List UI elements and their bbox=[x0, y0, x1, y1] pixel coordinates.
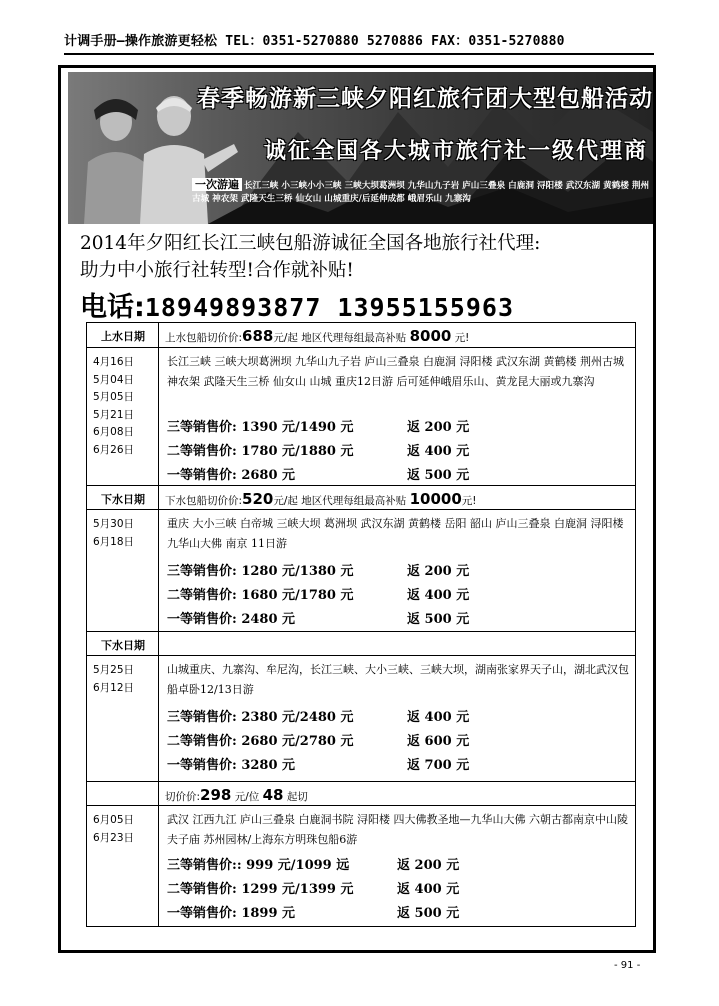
price-row bbox=[167, 608, 470, 627]
date-item: 5月30日 bbox=[93, 518, 135, 530]
banner bbox=[68, 72, 653, 224]
price-row bbox=[167, 754, 470, 773]
header-rule bbox=[64, 53, 654, 55]
banner-subtitle: 诚征全国各大城市旅行社一级代理商 bbox=[263, 139, 648, 164]
price-rebate: 返 200 元 bbox=[397, 858, 460, 873]
section-label: 上水日期 bbox=[101, 330, 145, 343]
price-label: 二等销售价: bbox=[167, 588, 237, 603]
table-row bbox=[87, 485, 635, 509]
price-label: 一等销售价: bbox=[167, 758, 237, 773]
price-value: 2380 元/2480 元 bbox=[241, 710, 354, 725]
price-row bbox=[167, 584, 470, 603]
price-label: 一等销售价: bbox=[167, 612, 237, 627]
table-row bbox=[87, 347, 635, 485]
date-item: 6月23日 bbox=[93, 831, 135, 844]
info-subsidy: 10000 bbox=[409, 490, 462, 508]
price-rebate: 返 200 元 bbox=[407, 564, 470, 579]
price-value: 1899 元 bbox=[241, 906, 296, 921]
date-item: 6月18日 bbox=[93, 535, 135, 548]
info-suffix: 起切 bbox=[286, 791, 308, 803]
price-rebate: 返 400 元 bbox=[397, 882, 460, 897]
price-rebate: 返 200 元 bbox=[407, 420, 470, 435]
section-label: 下水日期 bbox=[101, 493, 145, 506]
route-description: 重庆 大小三峡 白帝城 三峡大坝 葛洲坝 武汉东湖 黄鹤楼 岳阳 韶山 庐山三叠泉 白鹿洞 浔阳楼 九华山大佛 南京 11日游 bbox=[167, 517, 624, 550]
price-rebate: 返 400 元 bbox=[407, 588, 470, 603]
page-number: - 91 - bbox=[614, 960, 641, 971]
table-row bbox=[87, 781, 635, 805]
price-rebate: 返 400 元 bbox=[407, 444, 470, 459]
price-label: 三等销售价: bbox=[167, 420, 237, 435]
date-item: 5月04日 bbox=[93, 373, 135, 386]
intro-line-2: 助力中小旅行社转型!合作就补贴! bbox=[80, 260, 354, 281]
banner-title: 春季畅游新三峡夕阳红旅行团大型包船活动 bbox=[197, 86, 653, 112]
route-description: 山城重庆、九寨沟、牟尼沟，长江三峡、大小三峡、三峡大坝，湖南张家界天子山，湖北武汉包船卓卧12/13日游 bbox=[167, 663, 629, 696]
date-item: 6月08日 bbox=[93, 426, 135, 438]
table-row bbox=[87, 509, 635, 631]
info-middle: 元/起 地区代理每组最高补贴 bbox=[273, 495, 407, 507]
route-description: 长江三峡 三峡大坝葛洲坝 九华山九子岩 庐山三叠泉 白鹿洞 浔阳楼 武汉东湖 黄鹤楼 荆州古城 神农架 武隆天生三桥 仙女山 山城 重庆12日游 后可延伸峨眉乐山、黄龙昆大丽或九寨沟 bbox=[167, 355, 624, 388]
price-label: 二等销售价: bbox=[167, 734, 237, 749]
date-item: 6月05日 bbox=[93, 814, 135, 826]
price-value: 1390 元/1490 元 bbox=[241, 420, 354, 435]
price-rebate: 返 500 元 bbox=[407, 468, 470, 483]
info-prefix: 切价价: bbox=[165, 791, 201, 803]
info-price: 298 bbox=[200, 786, 232, 804]
info-subsidy: 8000 bbox=[409, 327, 452, 345]
info-subsidy: 48 bbox=[262, 786, 284, 804]
price-row bbox=[167, 878, 460, 897]
price-row bbox=[167, 560, 470, 579]
date-item: 5月21日 bbox=[93, 408, 135, 421]
price-value: 3280 元 bbox=[241, 758, 296, 773]
price-value: 1780 元/1880 元 bbox=[241, 444, 354, 459]
price-rebate: 返 500 元 bbox=[407, 612, 470, 627]
price-value: 1280 元/1380 元 bbox=[241, 564, 354, 579]
price-row bbox=[167, 854, 460, 873]
info-middle: 元/位 bbox=[234, 791, 260, 803]
table-row bbox=[87, 631, 635, 655]
price-value: 2680 元 bbox=[241, 468, 296, 483]
info-suffix: 元! bbox=[454, 332, 470, 344]
date-item: 5月25日 bbox=[93, 664, 135, 676]
price-rebate: 返 600 元 bbox=[407, 734, 470, 749]
intro-text bbox=[80, 230, 650, 284]
price-rebate: 返 700 元 bbox=[407, 758, 470, 773]
table-row bbox=[87, 805, 635, 926]
table-row bbox=[87, 323, 635, 347]
date-list bbox=[93, 662, 134, 697]
price-value: 1299 元/1399 元 bbox=[241, 882, 354, 897]
info-price: 520 bbox=[242, 490, 274, 508]
price-row bbox=[167, 730, 470, 749]
price-label: 三等销售价: bbox=[167, 564, 237, 579]
price-label: 二等销售价: bbox=[167, 444, 237, 459]
price-row bbox=[167, 440, 470, 459]
phone-numbers: 18949893877 13955155963 bbox=[144, 293, 514, 322]
price-row bbox=[167, 464, 470, 483]
phone-line bbox=[80, 285, 650, 324]
price-label: 二等销售价: bbox=[167, 882, 237, 897]
price-value: 1680 元/1780 元 bbox=[241, 588, 354, 603]
banner-route bbox=[192, 178, 652, 206]
page-header: 计调手册—操作旅游更轻松 TEL：0351-5270880 5270886 FAX：0351-5270880 bbox=[64, 34, 565, 49]
date-list bbox=[93, 516, 134, 551]
price-value: 2680 元/2780 元 bbox=[241, 734, 354, 749]
section-info bbox=[165, 786, 308, 804]
price-label: 三等销售价: bbox=[167, 858, 237, 873]
date-item: 6月26日 bbox=[93, 443, 135, 456]
price-value: 2480 元 bbox=[241, 612, 296, 627]
intro-line-1: 2014年夕阳红长江三峡包船游诚征全国各地旅行社代理: bbox=[80, 233, 541, 254]
route-tag: 一次游遍 bbox=[192, 178, 242, 191]
info-middle: 元/起 地区代理每组最高补贴 bbox=[273, 332, 407, 344]
date-list bbox=[93, 812, 134, 847]
info-price: 688 bbox=[242, 327, 274, 345]
info-suffix: 元! bbox=[461, 495, 477, 507]
info-prefix: 下水包船切价价: bbox=[165, 495, 243, 507]
price-label: 三等销售价: bbox=[167, 710, 237, 725]
table-row bbox=[87, 655, 635, 781]
price-row bbox=[167, 416, 470, 435]
price-label: 一等销售价: bbox=[167, 468, 237, 483]
price-row bbox=[167, 706, 470, 725]
price-label: 一等销售价: bbox=[167, 906, 237, 921]
tour-table bbox=[86, 322, 636, 927]
section-label: 下水日期 bbox=[101, 639, 145, 652]
info-prefix: 上水包船切价价: bbox=[165, 332, 243, 344]
date-item: 6月12日 bbox=[93, 681, 135, 694]
phone-label: 电话: bbox=[80, 292, 145, 323]
price-value: : 999 元/1099 远 bbox=[236, 858, 350, 873]
price-row bbox=[167, 902, 460, 921]
date-item: 4月16日 bbox=[93, 356, 135, 368]
date-list bbox=[93, 354, 134, 459]
section-info bbox=[165, 327, 469, 345]
route-text: 长江三峡 小三峡小小三峡 三峡大坝葛洲坝 九华山九子岩 庐山三叠泉 白鹿洞 浔阳楼 武汉东湖 黄鹤楼 荆州古城 神农架 武隆天生三桥 仙女山 山城重庆/后延伸成都 峨眉乐山 九寨沟 bbox=[192, 181, 650, 204]
route-description: 武汉 江西九江 庐山三叠泉 白鹿洞书院 浔阳楼 四大佛教圣地—九华山大佛 六朝古都南京中山陵 夫子庙 苏州园林/上海东方明珠包船6游 bbox=[167, 813, 628, 846]
price-rebate: 返 500 元 bbox=[397, 906, 460, 921]
section-info bbox=[165, 490, 476, 508]
price-rebate: 返 400 元 bbox=[407, 710, 470, 725]
date-item: 5月05日 bbox=[93, 391, 135, 403]
